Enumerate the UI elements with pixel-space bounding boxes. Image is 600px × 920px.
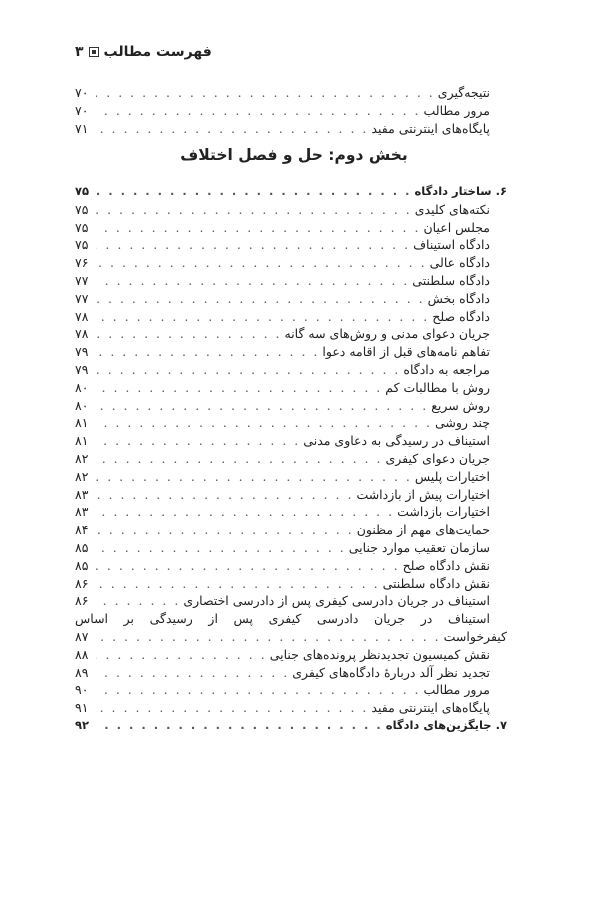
entry-page: ۸۶ <box>75 593 89 609</box>
toc-entry[interactable] <box>75 379 507 397</box>
wrapped-line-1: استیناف در جریان دادرسی کیفری پس از رسیدگی بر اساس <box>75 611 490 627</box>
entry-page: ۷۱ <box>75 120 89 136</box>
dot-leader <box>96 681 421 699</box>
entry-page: ۸۰ <box>75 397 89 413</box>
toc-entry[interactable] <box>75 397 507 415</box>
running-header <box>75 44 212 60</box>
entry-title: نکته‌های کلیدی <box>414 201 490 217</box>
chapter-title: ۶. ساختار دادگاه <box>414 184 507 198</box>
entry-title: تفاهم نامه‌های قبل از اقامه دعوا <box>322 344 490 360</box>
entry-title: اختیارات پلیس <box>414 468 490 484</box>
dot-leader <box>96 646 267 664</box>
toc-entry[interactable] <box>75 361 507 379</box>
entry-page: ۸۲ <box>75 468 89 484</box>
entry-title: اختیارات پیش از بازداشت <box>356 486 490 502</box>
entry-title: اختیارات بازداشت <box>397 504 490 520</box>
toc-entry[interactable] <box>75 343 507 361</box>
entry-title: مرور مطالب <box>423 102 490 118</box>
dot-leader <box>96 539 346 557</box>
entry-page: ۸۳ <box>75 486 89 502</box>
toc-entry[interactable] <box>75 84 507 102</box>
entry-title: جریان دعوای مدنی و روش‌های سه گانه <box>284 326 490 342</box>
chapter-title: ۷. جایگزین‌های دادگاه <box>385 717 507 732</box>
toc-entry[interactable] <box>75 664 507 682</box>
toc-entry[interactable] <box>75 290 507 308</box>
entry-title: استیناف در رسیدگی به دعاوی مدنی <box>303 433 490 449</box>
toc-entry[interactable] <box>75 308 507 326</box>
header-title: فهرست مطالب <box>103 44 212 60</box>
dot-leader <box>96 503 394 521</box>
entry-title: روش سریع <box>431 397 490 413</box>
dot-leader <box>96 628 441 646</box>
entry-page: ۸۸ <box>75 646 89 662</box>
toc-entry[interactable] <box>75 503 507 521</box>
entry-page: ۷۸ <box>75 326 89 342</box>
entry-page: ۹۰ <box>75 682 89 698</box>
entry-title: مجلس اعیان <box>423 219 490 235</box>
entry-page: ۷۵ <box>75 237 89 253</box>
dot-leader <box>96 414 432 432</box>
entry-page: ۸۵ <box>75 557 89 573</box>
section-heading: بخش دوم: حل و فصل اختلاف <box>180 146 408 164</box>
toc-entry[interactable] <box>75 539 507 557</box>
entry-page: ۷۰ <box>75 102 89 118</box>
entry-page: ۷۵ <box>75 219 89 235</box>
entry-page: ۷۶ <box>75 255 89 271</box>
entry-page: ۷۷ <box>75 272 89 288</box>
entry-page: ۸۱ <box>75 415 89 431</box>
entry-page: ۸۶ <box>75 575 89 591</box>
entry-title: پایگاه‌های اینترنتی مفید <box>371 120 490 136</box>
entry-title: مراجعه به دادگاه <box>403 361 490 377</box>
toc-entry[interactable] <box>75 646 507 664</box>
dot-leader <box>96 343 319 361</box>
dot-leader <box>96 102 421 120</box>
dot-leader <box>96 84 435 102</box>
toc-entry-wrapped[interactable] <box>75 610 507 646</box>
entry-title: چند روشی <box>435 415 490 431</box>
square-ornament-icon <box>89 47 99 57</box>
toc-entry[interactable] <box>75 219 507 237</box>
dot-leader <box>96 254 427 272</box>
entry-title: سازمان تعقیب موارد جنایی <box>348 539 490 555</box>
dot-leader <box>96 201 412 219</box>
entries-after-list <box>75 646 507 717</box>
entries-list <box>75 201 507 610</box>
toc-entry[interactable] <box>75 592 507 610</box>
entry-page: ۷۰ <box>75 85 89 100</box>
entry-title: نتیجه‌گیری <box>437 85 490 100</box>
toc-section-two <box>75 183 507 735</box>
dot-leader <box>96 575 380 593</box>
entry-page: ۸۹ <box>75 664 89 680</box>
toc-entry[interactable] <box>75 486 507 504</box>
entry-title: دادگاه سلطنتی <box>412 272 490 288</box>
chapter-page: ۷۵ <box>75 184 90 198</box>
wrapped-line-2 <box>75 628 507 646</box>
dot-leader <box>96 521 354 539</box>
dot-leader <box>96 308 429 326</box>
dot-leader <box>96 486 353 504</box>
toc-entry[interactable] <box>75 521 507 539</box>
toc-chapter-6[interactable] <box>75 183 507 201</box>
entry-title: دادگاه استیناف <box>413 237 490 253</box>
entry-title: نقش کمیسیون تجدیدنظر پرونده‌های جنایی <box>269 646 490 662</box>
entry-page: ۸۷ <box>75 628 89 644</box>
dot-leader <box>96 450 382 468</box>
entry-title: مرور مطالب <box>423 682 490 698</box>
toc-entry[interactable] <box>75 120 507 138</box>
entry-page: ۷۵ <box>75 201 89 217</box>
toc-entry[interactable] <box>75 325 507 343</box>
dot-leader <box>96 120 368 138</box>
dot-leader <box>96 699 368 717</box>
dot-leader <box>96 557 400 575</box>
dot-leader <box>96 290 425 308</box>
header-page-number: ۳ <box>75 44 84 60</box>
entry-title: تجدید نظر آلد دربارهٔ دادگاه‌های کیفری <box>292 664 490 680</box>
entry-page: ۸۲ <box>75 450 89 466</box>
entry-page: ۸۰ <box>75 379 89 395</box>
entry-title: پایگاه‌های اینترنتی مفید <box>371 700 490 716</box>
toc-entry[interactable] <box>75 102 507 120</box>
entry-title: استیناف در جریان دادرسی کیفری پس از دادرسی اختصاری <box>183 593 490 609</box>
entry-page: ۸۵ <box>75 539 89 555</box>
entry-title: دادگاه عالی <box>429 255 490 271</box>
entry-page: ۷۷ <box>75 290 89 306</box>
entry-title: نقش دادگاه سلطنتی <box>382 575 490 591</box>
entry-title: جریان دعوای کیفری <box>385 450 490 466</box>
toc-entry[interactable] <box>75 681 507 699</box>
entry-page: ۷۹ <box>75 344 89 360</box>
dot-leader <box>96 717 383 735</box>
entry-title: حمایت‌های مهم از مظنون <box>356 522 490 538</box>
toc-entry[interactable] <box>75 254 507 272</box>
toc-entry[interactable] <box>75 414 507 432</box>
entry-title: کیفرخواست <box>443 628 507 644</box>
toc-entry[interactable] <box>75 450 507 468</box>
toc-entry[interactable] <box>75 557 507 575</box>
toc-entry[interactable] <box>75 575 507 593</box>
dot-leader <box>96 664 289 682</box>
toc-entry[interactable] <box>75 236 507 254</box>
dot-leader <box>96 468 412 486</box>
dot-leader <box>96 592 180 610</box>
entry-page: ۷۸ <box>75 308 89 324</box>
entry-page: ۸۴ <box>75 522 89 538</box>
entry-page: ۸۳ <box>75 504 89 520</box>
entry-title: دادگاه بخش <box>427 290 490 306</box>
dot-leader <box>96 432 300 450</box>
toc-entry[interactable] <box>75 432 507 450</box>
toc-entry[interactable] <box>75 272 507 290</box>
entry-title: نقش دادگاه صلح <box>402 557 490 573</box>
chapter-page: ۹۲ <box>75 717 90 732</box>
toc-top-list <box>75 84 507 137</box>
dot-leader <box>96 325 282 343</box>
entry-title: روش با مطالبات کم <box>385 379 490 395</box>
dot-leader <box>96 183 412 201</box>
entry-page: ۹۱ <box>75 700 89 716</box>
entry-title: دادگاه صلح <box>432 308 490 324</box>
dot-leader <box>96 397 428 415</box>
dot-leader <box>96 361 400 379</box>
entry-page: ۷۹ <box>75 361 89 377</box>
toc-entry[interactable] <box>75 201 507 219</box>
dot-leader <box>96 272 409 290</box>
toc-chapter-7[interactable] <box>75 717 507 735</box>
dot-leader <box>96 236 410 254</box>
dot-leader <box>96 379 382 397</box>
toc-entry[interactable] <box>75 699 507 717</box>
entry-page: ۸۱ <box>75 433 89 449</box>
dot-leader <box>96 219 420 237</box>
toc-entry[interactable] <box>75 468 507 486</box>
